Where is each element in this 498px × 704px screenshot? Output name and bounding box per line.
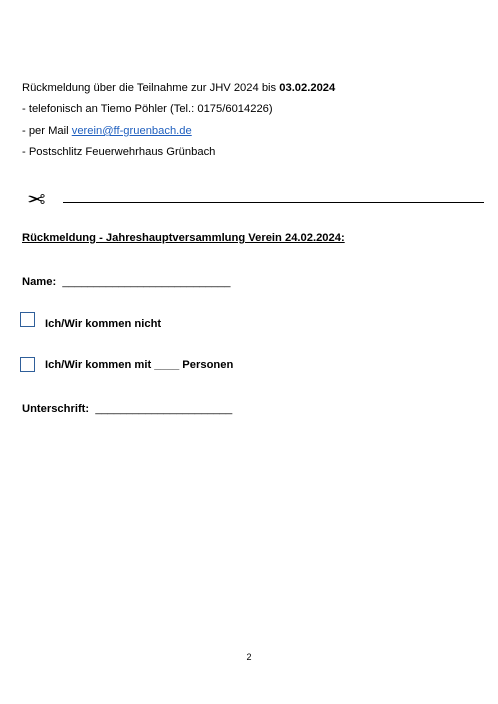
reply-intro-text: Rückmeldung über die Teilnahme zur JHV 2024 bis bbox=[22, 82, 280, 94]
contact-phone: - telefonisch an Tiemo Pöhler (Tel.: 0175/6014226) bbox=[22, 103, 273, 115]
not-coming-checkbox[interactable] bbox=[20, 312, 35, 327]
signature-field[interactable]: ______________________ bbox=[95, 403, 233, 415]
mail-link[interactable]: verein@ff-gruenbach.de bbox=[71, 125, 192, 137]
cut-line bbox=[63, 202, 484, 203]
contact-mail bbox=[22, 125, 192, 137]
signature-row bbox=[22, 403, 232, 415]
not-coming-label: Ich/Wir kommen nicht bbox=[45, 318, 162, 330]
signature-label: Unterschrift: bbox=[22, 403, 90, 415]
page-number: 2 bbox=[246, 652, 252, 662]
reply-deadline: 03.02.2024 bbox=[279, 82, 336, 94]
contact-postbox: - Postschlitz Feuerwehrhaus Grünbach bbox=[22, 146, 216, 158]
name-field[interactable]: ___________________________ bbox=[62, 276, 231, 288]
coming-checkbox[interactable] bbox=[20, 357, 35, 372]
coming-label: Ich/Wir kommen mit ____ Personen bbox=[45, 359, 234, 371]
name-label: Name: bbox=[22, 276, 57, 288]
reply-intro bbox=[22, 82, 335, 94]
form-heading: Rückmeldung - Jahreshauptversammlung Verein 24.02.2024: bbox=[22, 232, 345, 244]
scissors-icon: ✂ bbox=[27, 187, 46, 212]
contact-mail-prefix: - per Mail bbox=[22, 125, 72, 137]
name-row bbox=[22, 276, 230, 288]
